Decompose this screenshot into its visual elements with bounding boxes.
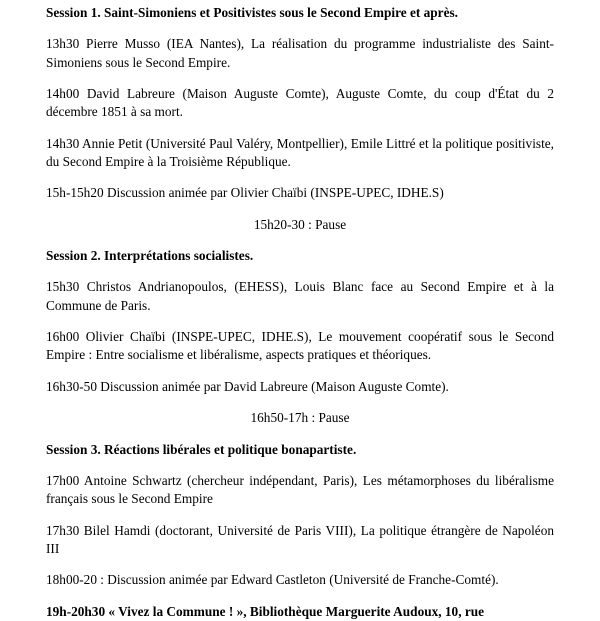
entry-discussion-chaibi: 15h-15h20 Discussion animée par Olivier Chaïbi (INSPE-UPEC, IDHE.S) — [46, 185, 444, 201]
session-3-heading: Session 3. Réactions libérales et politique bonapartiste. — [46, 441, 357, 457]
entry-hamdi: 17h30 Bilel Hamdi (doctorant, Université de Paris VIII), La politique étrangère de Napoléon III — [46, 522, 554, 556]
entry-schwartz: 17h00 Antoine Schwartz (chercheur indépendant, Paris), Les métamorphoses du libéralisme français sous le Second Empire — [46, 472, 554, 507]
pause-2: 16h50-17h : Pause — [250, 410, 350, 426]
entry-andrianopoulos: 15h30 Christos Andrianopoulos, (EHESS), Louis Blanc face au Second Empire et à la Commune de Paris. — [46, 279, 554, 313]
pause-1: 15h20-30 : Pause — [253, 216, 347, 232]
entry-petit: 14h30 Annie Petit (Université Paul Valéry, Montpellier), Emile Littré et la politique positiviste, du Second Empire à la Troisième République. — [46, 135, 554, 170]
entry-chaibi: 16h00 Olivier Chaïbi (INSPE-UPEC, IDHE.S), Le mouvement coopératif sous le Second Empire : Entre socialisme et libéralisme, aspects pratiques et théoriques. — [46, 329, 554, 363]
session-1-heading: Session 1. Saint-Simoniens et Positivistes sous le Second Empire et après. — [46, 5, 458, 20]
entry-discussion-labreure: 16h30-50 Discussion animée par David Labreure (Maison Auguste Comte). — [46, 378, 449, 394]
session-2-heading: Session 2. Interprétations socialistes. — [46, 248, 254, 264]
evening-event: 19h-20h30 « Vivez la Commune ! », Bibliothèque Marguerite Audoux, 10, rue — [46, 603, 485, 619]
entry-labreure: 14h00 David Labreure (Maison Auguste Comte), Auguste Comte, du coup d'État du 2 décembre 1851 à sa mort. — [46, 86, 554, 120]
entry-discussion-castleton: 18h00-20 : Discussion animée par Edward Castleton (Université de Franche-Comté). — [46, 572, 499, 588]
entry-musso: 13h30 Pierre Musso (IEA Nantes), La réalisation du programme industrialiste des Saint-Simoniens sous le Second Empire. — [46, 36, 554, 70]
